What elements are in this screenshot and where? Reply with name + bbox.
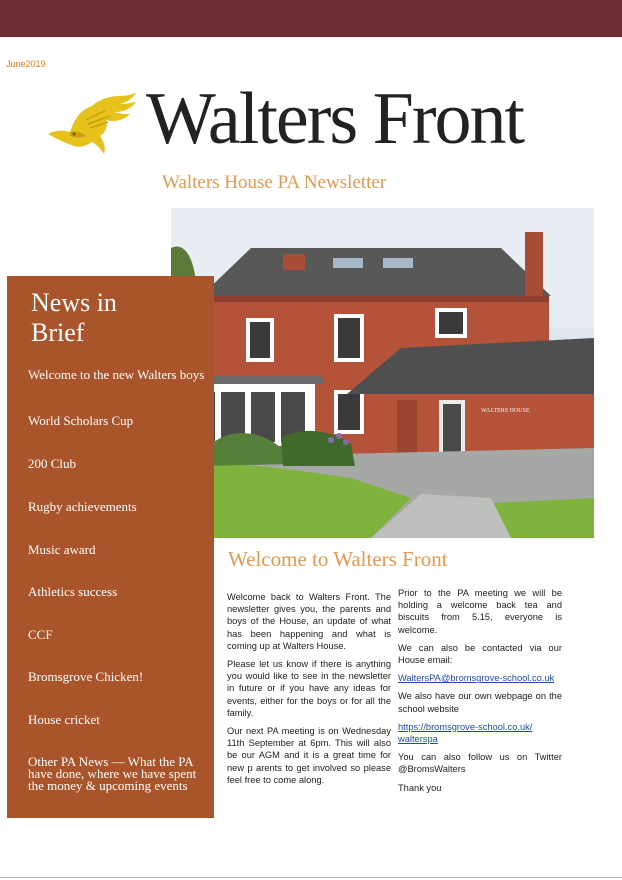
- sidebar-item-athletics[interactable]: Athletics success: [28, 584, 118, 599]
- sidebar-item-new-boys[interactable]: Welcome to the new Walters boys: [28, 367, 205, 382]
- thank-you-text: Thank you: [398, 782, 442, 793]
- masthead-title: Walters Front: [146, 78, 524, 160]
- sidebar-item-house-cricket[interactable]: House cricket: [28, 712, 100, 727]
- article-paragraph: We also have our own webpage on the school website: [398, 691, 562, 714]
- article-heading: Welcome to Walters Front: [228, 547, 448, 571]
- page-bottom-divider: [0, 877, 622, 878]
- issue-date: June2019: [6, 59, 46, 69]
- article-paragraph: Please let us know if there is anything you would like to see in the newsletter in future or if you have any ideas for events, either for the boys or for all the family.: [227, 659, 391, 718]
- sidebar-item-rugby[interactable]: Rugby achievements: [28, 499, 137, 514]
- house-sign: WALTERS HOUSE: [481, 408, 530, 414]
- sidebar-item-other-pa-news[interactable]: Other PA News — What the PA have done, where we have spent the money & upcoming events: [28, 754, 197, 793]
- news-in-brief-title: News in Brief: [31, 288, 117, 347]
- article-paragraph: Welcome back to Walters Front. The newsletter gives you, the parents and boys of the House, an update of what has been happening and what is coming up at Walters House.: [227, 592, 391, 651]
- top-banner-bar: [0, 0, 622, 37]
- walters-house-photo: [171, 208, 594, 538]
- article-paragraph: You can also follow us on Twitter @BromsWalters: [398, 752, 562, 775]
- article-paragraph: Our next PA meeting is on Wednesday 11th September at 6pm. This will also be our AGM and it is a great time for new p arents to get involved so please feel free to come along.: [227, 726, 391, 785]
- sidebar-item-world-scholars-cup[interactable]: World Scholars Cup: [28, 413, 134, 428]
- sidebar-item-music-award[interactable]: Music award: [28, 542, 96, 557]
- house-email-link[interactable]: WaltersPA@bromsgrove-school.co.uk: [398, 673, 555, 684]
- newsletter-subtitle: Walters House PA Newsletter: [162, 172, 387, 193]
- sidebar-item-bromsgrove-chicken[interactable]: Bromsgrove Chicken!: [28, 669, 144, 684]
- article-left-column: [227, 591, 391, 792]
- article-right-column: [398, 587, 562, 800]
- school-webpage-link-continued[interactable]: walterspa: [398, 734, 438, 745]
- sidebar-item-ccf[interactable]: CCF: [28, 627, 53, 642]
- school-webpage-link[interactable]: https://bromsgrove-school.co.uk/: [398, 721, 533, 732]
- sidebar-item-200-club[interactable]: 200 Club: [28, 456, 77, 471]
- gold-eagle-icon: [46, 90, 136, 156]
- article-paragraph: Prior to the PA meeting we will be holding a welcome back tea and biscuits from 5.15, everyone is welcome.: [398, 588, 562, 635]
- article-paragraph: We can also be contacted via our House email:: [398, 642, 562, 666]
